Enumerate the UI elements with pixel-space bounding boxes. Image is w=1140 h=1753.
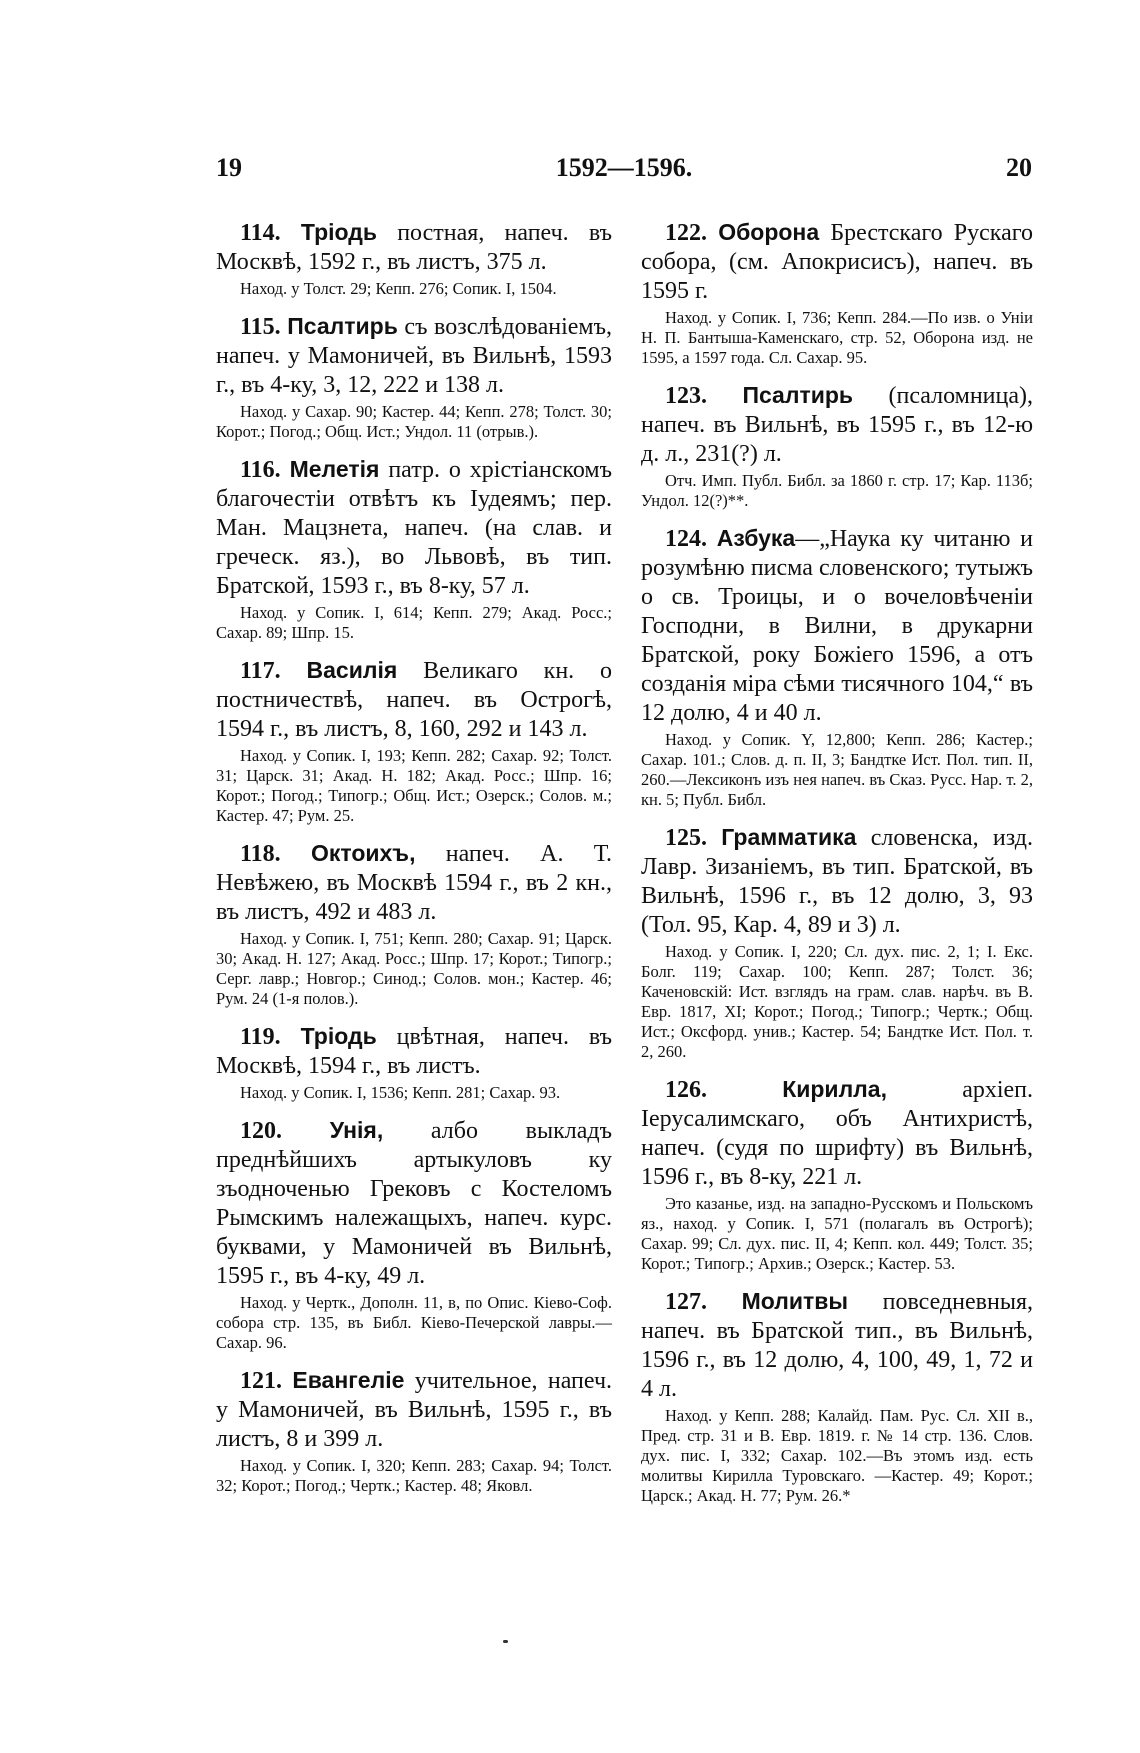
catalog-entry xyxy=(641,381,1033,511)
catalog-entry xyxy=(641,218,1033,368)
entry-note: Наход. у Кепп. 288; Калайд. Пам. Рус. Сл. XII в., Пред. стр. 31 и В. Евр. 1819. г. № 14 стр. 136. Слов. дух. пис. I, 332; Сахар. 102.—Въ этомъ изд. есть молитвы Кирилла Туровскаго. —Кастер. 49; Корот.; Царск.; Акад. Н. 77; Рум. 26.* xyxy=(641,1406,1033,1505)
entry-number: 119. xyxy=(240,1024,281,1050)
catalog-entry xyxy=(216,1022,612,1103)
running-header xyxy=(216,153,1032,193)
entry-title: Азбука xyxy=(716,525,796,551)
entry-number: 121. xyxy=(240,1368,282,1394)
entry-title: Евангеліе xyxy=(292,1367,405,1393)
right-column xyxy=(641,218,1033,1519)
entry-note: Наход. у Сопик. I, 220; Сл. дух. пис. 2, 1; I. Екс. Болг. 119; Сахар. 100; Кепп. 287; Толст. 36; Каченовскій: Ист. взглядъ на грам. слав. нарѣч. въ В. Евр. 1817, XI; Корот.; Погод.; Типогр.; Чертк.; Общ. Ист.; Оксфорд. унив.; Кастер. 54; Бандтке Ист. Пол. т. 2, 260. xyxy=(641,942,1033,1061)
entry-number: 122. xyxy=(665,220,707,246)
entry-text: повседневныя, напеч. въ Братской тип., въ Вильнѣ, 1596 г., въ 12 долю, 4, 100, 49, 1, 72 и 4 л. xyxy=(641,1289,1033,1402)
entry-note: Отч. Имп. Публ. Библ. за 1860 г. стр. 17; Кар. 113б; Ундол. 12(?)**. xyxy=(641,471,1033,510)
entry-note: Наход. у Сопик. I, 320; Кепп. 283; Сахар. 94; Толст. 32; Корот.; Погод.; Чертк.; Кастер. 48; Яковл. xyxy=(216,1456,612,1495)
catalog-entry xyxy=(216,218,612,299)
entry-text: цвѣтная, напеч. въ Москвѣ, 1594 г., въ листъ. xyxy=(216,1024,612,1079)
entry-note: Наход. у Сопик. I, 736; Кепп. 284.—По изв. о Уніи Н. П. Бантыша-Каменскаго, стр. 52, Оборона изд. не 1595, а 1597 года. Сл. Сахар. 95. xyxy=(641,308,1033,367)
entry-title: Псалтирь xyxy=(742,382,854,408)
entry-title: Оборона xyxy=(718,219,820,245)
entry-number: 126. xyxy=(665,1077,707,1103)
entry-note: Наход. у Сопик. Y, 12,800; Кепп. 286; Кастер.; Сахар. 101.; Слов. д. п. II, 3; Бандтке Ист. Пол. тип. II, 260.—Лексиконъ изъ нея напеч. въ Сказ. Русс. Нар. т. 2, кн. 5; Публ. Библ. xyxy=(641,730,1033,809)
catalog-entry xyxy=(216,455,612,643)
entry-text: учительное, напеч. у Мамоничей, въ Вильнѣ, 1595 г., въ листъ, 8 и 399 л. xyxy=(216,1368,613,1452)
entry-note: Наход. у Сопик. I, 193; Кепп. 282; Сахар. 92; Толст. 31; Царск. 31; Акад. Н. 182; Акад. Росс.; Шпр. 16; Корот.; Погод.; Типогр.; Общ. Ист.; Озерск.; Солов. м.; Кастер. 47; Рум. 25. xyxy=(216,746,612,825)
catalog-entry xyxy=(216,312,612,442)
catalog-entry xyxy=(216,1366,612,1496)
catalog-entry xyxy=(641,1075,1033,1274)
entry-note: Наход. у Сопик. I, 751; Кепп. 280; Сахар. 91; Царск. 30; Акад. Н. 127; Акад. Росс.; Шпр. 17; Корот.; Типогр.; Серг. лавр.; Новгор.; Синод.; Солов. мон.; Кастер. 46; Рум. 24 (1-я полов.). xyxy=(216,929,612,1008)
entry-number: 123. xyxy=(665,383,707,409)
year-range-heading: 1592—1596. xyxy=(555,153,693,182)
entry-text: постная, напеч. въ Москвѣ, 1592 г., въ листъ, 375 л. xyxy=(216,220,613,275)
entry-text: Брестскаго Рускаго собора, (см. Апокрисисъ), напеч. въ 1595 г. xyxy=(641,220,1034,304)
entry-note: Это казанье, изд. на западно-Русскомъ и Польскомъ яз., наход. у Сопик. I, 571 (полагалъ въ Острогѣ); Сахар. 99; Сл. дух. пис. II, 4; Кепп. кол. 449; Толст. 35; Корот.; Типогр.; Архив.; Озерск.; Кастер. 53. xyxy=(641,1194,1033,1273)
right-page-number: 20 xyxy=(1006,153,1032,182)
entry-text: албо выкладъ преднѣйшихъ артыкуловъ ку зъодноченью Грековъ с Костеломъ Рымскимъ належащыхъ, напеч. курс. буквами, у Мамоничей въ Вильнѣ, 1595 г., въ 4-ку, 49 л. xyxy=(216,1118,613,1289)
entry-number: 125. xyxy=(665,825,707,851)
entry-title: Молитвы xyxy=(741,1288,849,1314)
entry-text: —„Наука ку читаню и розумѣню писма словенского; тутыжъ о св. Троицы, и о вочеловѣченіи Господни, в Вилни, в друкарни Братской, року Божіего 1596, а отъ созданія міра сѣми тисячного 104,“ въ 12 долю, 4 и 40 л. xyxy=(641,526,1033,726)
entry-note: Наход. у Чертк., Дополн. 11, в, по Опис. Кіево-Соф. собора стр. 135, въ Библ. Кіево-Печерской лавры.—Сахар. 96. xyxy=(216,1293,612,1352)
entry-title: Октоихъ, xyxy=(310,840,416,866)
entry-text: напеч. А. Т. Невѣжею, въ Москвѣ 1594 г., въ 2 кн., въ листъ, 492 и 483 л. xyxy=(216,841,612,925)
entry-number: 116. xyxy=(240,457,281,483)
entry-note: Наход. у Сахар. 90; Кастер. 44; Кепп. 278; Толст. 30; Корот.; Погод.; Общ. Ист.; Ундол. 11 (отрыв.). xyxy=(216,402,612,441)
entry-number: 127. xyxy=(665,1289,707,1315)
entry-text: съ возслѣдованіемъ, напеч. у Мамоничей, въ Вильнѣ, 1593 г., въ 4-ку, 3, 12, 222 и 138 л. xyxy=(216,314,612,398)
entry-number: 118. xyxy=(240,841,281,867)
entry-title: Василія xyxy=(306,657,398,683)
left-page-number: 19 xyxy=(216,153,242,182)
entry-title: Кирилла, xyxy=(782,1076,887,1102)
entry-title: Грамматика xyxy=(721,824,857,850)
entry-text: патр. о хрістіанскомъ благочестіи отвѣтъ къ Іудеямъ; пер. Ман. Мацзнета, напеч. (на слав. и греческ. яз.), во Львовѣ, въ тип. Братской, 1593 г., въ 8-ку, 57 л. xyxy=(216,457,612,599)
entry-text: Великаго кн. о постничествѣ, напеч. въ Острогѣ, 1594 г., въ листъ, 8, 160, 292 и 143 л. xyxy=(216,658,612,742)
entry-text: (псаломница), напеч. въ Вильнѣ, въ 1595 г., въ 12-ю д. л., 231(?) л. xyxy=(641,383,1034,467)
catalog-entry xyxy=(641,823,1033,1062)
ink-speck xyxy=(503,1640,508,1643)
entry-title: Тріодь xyxy=(300,1023,377,1049)
catalog-entry xyxy=(216,1116,612,1353)
entry-number: 117. xyxy=(240,658,281,684)
catalog-entry xyxy=(216,656,612,826)
entry-text: словенска, изд. Лавр. Зизаніемъ, въ тип. Братской, въ Вильнѣ, 1596 г., въ 12 долю, 3, 93 (Тол. 95, Кар. 4, 89 и 3) л. xyxy=(641,825,1033,938)
catalog-entry xyxy=(641,524,1033,810)
entry-note: Наход. у Сопик. I, 614; Кепп. 279; Акад. Росс.; Сахар. 89; Шпр. 15. xyxy=(216,603,612,642)
entry-number: 124. xyxy=(665,526,707,552)
entry-title: Мелетія xyxy=(289,456,380,482)
entry-note: Наход. у Сопик. I, 1536; Кепп. 281; Сахар. 93. xyxy=(240,1083,561,1102)
entry-note: Наход. у Толст. 29; Кепп. 276; Сопик. I, 1504. xyxy=(240,279,557,298)
catalog-entry xyxy=(641,1287,1033,1506)
left-column xyxy=(216,218,612,1509)
entry-text: архіеп. Іерусалимскаго, объ Антихристѣ, напеч. (судя по шрифту) въ Вильнѣ, 1596 г., въ 8-ку, 221 л. xyxy=(641,1077,1034,1190)
entry-number: 120. xyxy=(240,1118,282,1144)
entry-title: Псалтирь xyxy=(287,313,398,339)
catalog-entry xyxy=(216,839,612,1009)
entry-number: 114. xyxy=(240,220,281,246)
entry-number: 115. xyxy=(240,314,281,340)
entry-title: Тріодь xyxy=(300,219,377,245)
entry-title: Унія, xyxy=(329,1117,384,1143)
